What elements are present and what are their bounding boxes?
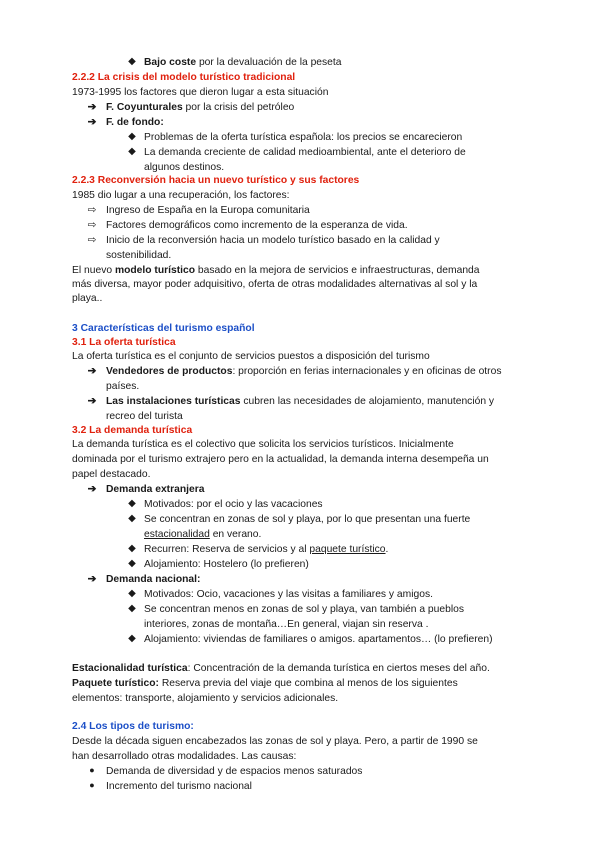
list-item-continuation: países. (106, 381, 140, 392)
list-item: Demanda nacional: (106, 574, 201, 585)
list-item: Incremento del turismo nacional (106, 781, 252, 792)
paragraph: 1973-1995 los factores que dieron lugar a esta situación (72, 87, 329, 98)
diamond-bullet-icon: ◆ (128, 603, 136, 614)
arrow-bullet-icon: ➔ (87, 366, 97, 377)
arrow-bullet-icon: ➔ (87, 102, 97, 113)
list-item: Motivados: Ocio, vacaciones y las visitas a familiares y amigos. (144, 589, 433, 600)
list-item: Vendedores de productos: proporción en ferias internacionales y en oficinas de otros (106, 366, 502, 377)
list-item: Problemas de la oferta turística española: los precios se encarecieron (144, 132, 463, 143)
list-item-continuation: interiores, zonas de montaña…En general, viajan sin reserva . (144, 619, 429, 630)
list-item: Las instalaciones turísticas cubren las necesidades de alojamiento, manutención y (106, 396, 495, 407)
list-item-continuation: recreo del turista (106, 411, 183, 422)
paragraph-line: Desde la década siguen encabezados las zonas de sol y playa. Pero, a partir de 1990 se (72, 736, 478, 747)
list-item: Motivados: por el ocio y las vacaciones (144, 499, 323, 510)
paragraph: El nuevo modelo turístico basado en la mejora de servicios e infraestructuras, demanda (72, 265, 480, 276)
arrow-bullet-icon: ➔ (87, 117, 97, 128)
list-item: Se concentran menos en zonas de sol y playa, van también a pueblos (144, 604, 464, 615)
paragraph-line: La demanda turística es el colectivo que solicita los servicios turísticos. Inicialmente (72, 439, 454, 450)
list-item: Alojamiento: viviendas de familiares o amigos. apartamentos… (lo prefieren) (144, 634, 493, 645)
diamond-bullet-icon: ◆ (128, 633, 136, 644)
list-item: Demanda extranjera (106, 484, 205, 495)
section-heading-2-4: 2.4 Los tipos de turismo: (72, 721, 194, 732)
list-item: Ingreso de España en la Europa comunitaria (106, 205, 310, 216)
hollow-arrow-bullet-icon: ⇨ (87, 235, 97, 246)
definition: Estacionalidad turística: Concentración de la demanda turística en ciertos meses del año. (72, 663, 490, 674)
section-heading-2-2-3: 2.2.3 Reconversión hacia un nuevo turístico y sus factores (72, 175, 360, 186)
diamond-bullet-icon: ◆ (128, 146, 136, 157)
list-item: Recurren: Reserva de servicios y al paquete turístico. (144, 544, 389, 555)
list-item: La demanda creciente de calidad medioambiental, ante el deterioro de (144, 147, 466, 158)
diamond-bullet-icon: ◆ (128, 543, 136, 554)
paragraph-line: papel destacado. (72, 469, 151, 480)
diamond-bullet-icon: ◆ (128, 558, 136, 569)
diamond-bullet-icon: ◆ (128, 513, 136, 524)
dot-bullet-icon: ● (89, 765, 95, 775)
paragraph-line: han desarrollado otras modalidades. Las causas: (72, 751, 297, 762)
list-item: F. Coyunturales por la crisis del petróleo (106, 102, 295, 113)
diamond-bullet-icon: ◆ (128, 131, 136, 142)
section-heading-2-2-2: 2.2.2 La crisis del modelo turístico tradicional (72, 72, 296, 83)
list-item-continuation: sostenibilidad. (106, 250, 172, 261)
arrow-bullet-icon: ➔ (87, 574, 97, 585)
diamond-bullet-icon: ◆ (128, 56, 136, 67)
list-item: Demanda de diversidad y de espacios menos saturados (106, 766, 363, 777)
list-item: Bajo coste por la devaluación de la peseta (144, 57, 342, 68)
list-item: Factores demográficos como incremento de la esperanza de vida. (106, 220, 408, 231)
paragraph-line: más diversa, mayor poder adquisitivo, oferta de otras modalidades alternativas al sol y la (72, 279, 478, 290)
dot-bullet-icon: ● (89, 780, 95, 790)
arrow-bullet-icon: ➔ (87, 484, 97, 495)
arrow-bullet-icon: ➔ (87, 396, 97, 407)
paragraph-line: dominada por el turismo extrajero pero en la actualidad, la demanda interna desempeña un (72, 454, 489, 465)
section-heading-3-2: 3.2 La demanda turística (72, 425, 193, 436)
list-item: F. de fondo: (106, 117, 164, 128)
hollow-arrow-bullet-icon: ⇨ (87, 205, 97, 216)
list-item-continuation: algunos destinos. (144, 162, 225, 173)
paragraph: 1985 dio lugar a una recuperación, los factores: (72, 190, 290, 201)
section-heading-3-1: 3.1 La oferta turística (72, 337, 176, 348)
hollow-arrow-bullet-icon: ⇨ (87, 220, 97, 231)
paragraph: La oferta turística es el conjunto de servicios puestos a disposición del turismo (72, 351, 430, 362)
section-heading-3: 3 Características del turismo español (72, 323, 255, 334)
diamond-bullet-icon: ◆ (128, 498, 136, 509)
list-item: Se concentran en zonas de sol y playa, por lo que presentan una fuerte (144, 514, 471, 525)
definition-continuation: elementos: transporte, alojamiento y servicios adicionales. (72, 693, 339, 704)
diamond-bullet-icon: ◆ (128, 588, 136, 599)
list-item: Alojamiento: Hostelero (lo prefieren) (144, 559, 309, 570)
list-item-continuation: estacionalidad en verano. (144, 529, 262, 540)
paragraph-line: playa.. (72, 293, 103, 304)
list-item: Inicio de la reconversión hacia un modelo turístico basado en la calidad y (106, 235, 440, 246)
definition: Paquete turístico: Reserva previa del viaje que combina al menos de los siguientes (72, 678, 458, 689)
